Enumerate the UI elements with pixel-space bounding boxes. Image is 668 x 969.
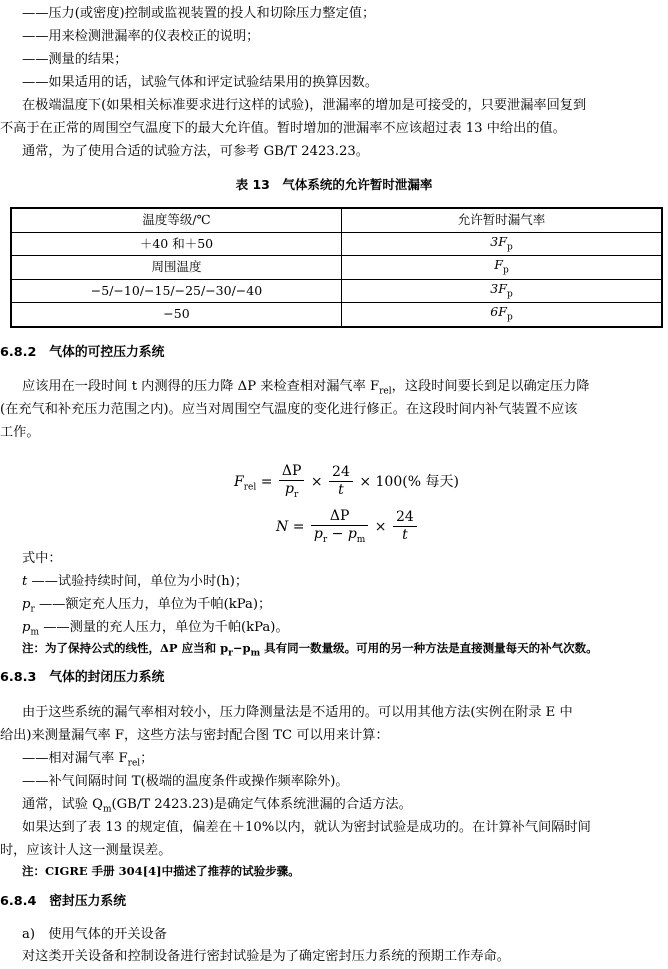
fraction-denominator: t [338, 482, 344, 499]
column-header-temperature: 温度等级/℃ [11, 208, 342, 232]
fraction [329, 464, 353, 499]
text-run: ，这段时间要长到足以确定压力降 [391, 379, 590, 394]
fraction [311, 508, 368, 546]
symbol: p [313, 525, 323, 542]
formula-tail: × 100(% 每天) [359, 473, 459, 490]
formula-lhs-subscript: rel [243, 482, 257, 493]
subscript: m [356, 534, 366, 545]
variable-description: ——试验持续时间，单位为小时(h)； [31, 574, 249, 589]
subscript: rel [127, 758, 141, 769]
table-row [11, 279, 662, 303]
text-run: 应该用在一段时间 t 内测得的压力降 ΔP 来检查相对漏气率 F [22, 379, 380, 394]
cell-rate [342, 232, 663, 256]
paragraph-684: 对这类开关设备和控制设备进行密封试验是为了确定密封压力系统的预期工作寿命。 [22, 949, 510, 964]
table-header-row [11, 208, 662, 232]
list-item: ——用来检测泄漏率的仪表校正的说明； [22, 29, 260, 44]
formula-lhs: F [234, 473, 244, 490]
variable-definition [0, 595, 271, 617]
list-item [0, 749, 153, 771]
fraction [393, 509, 417, 544]
cell-temperature: −5/−10/−15/−25/−30/−40 [11, 279, 342, 303]
table-row [11, 303, 662, 327]
text-run: (GB/T 2423.23)是确定气体系统泄漏的合适方法。 [111, 797, 412, 812]
table-caption: 表 13 气体系统的允许暂时泄漏率 [235, 177, 433, 192]
list-item: ——测量的结果； [22, 52, 128, 67]
section-heading-6-8-3: 6.8.3 气体的封闭压力系统 [0, 670, 165, 685]
note-683: 注：CIGRE 手册 304[4]中描述了推荐的试验步骤。 [22, 864, 300, 878]
paragraph-method: 通常，为了使用合适的试验方法，可参考 GB/T 2423.23。 [22, 144, 369, 159]
note-682 [0, 640, 598, 660]
fraction-numerator: 24 [393, 509, 417, 527]
paragraph-683-line4: 如果达到了表 13 的规定值，偏差在＋10%以内，就认为密封试验是成功的。在计算补气间隔时间 [22, 820, 591, 835]
fraction-denominator: t [402, 527, 408, 544]
paragraph-682-line1 [0, 377, 589, 399]
variable-definition [0, 618, 289, 640]
cell-temperature: 周围温度 [11, 256, 342, 280]
variable-description: ——额定充人压力，单位为千帕(kPa)； [38, 597, 272, 612]
minus-sign: − [327, 525, 348, 542]
subscript: m [30, 627, 39, 638]
text-run: 具有同一数量级。可用的另一种方法是直接测量每天的补气次数。 [260, 641, 598, 655]
subscript: rel [379, 386, 392, 397]
times-sign: × [310, 473, 323, 490]
subscript: r [293, 489, 299, 500]
table-13 [10, 207, 663, 328]
rate-subscript: p [506, 242, 513, 253]
equals-sign: = [260, 473, 273, 490]
variable-description: ——测量的充人压力，单位为千帕(kPa)。 [43, 620, 289, 635]
times-sign: × [374, 518, 387, 535]
variable-definition [0, 572, 248, 591]
fraction-denominator [311, 526, 368, 546]
text-run: ——相对漏气率 F [22, 751, 128, 766]
rate-subscript: p [506, 289, 513, 300]
text-run: −p [232, 641, 251, 655]
variable-symbol: p [22, 597, 31, 612]
paragraph-683-line1: 由于这些系统的漏气率相对较小，压力降测量法是不适用的。可以用其他方法(实例在附录 E 中 [22, 705, 573, 720]
variable-symbol: p [22, 620, 31, 635]
subscript: r [228, 648, 233, 659]
list-item: ——压力(或密度)控制或监视装置的投人和切除压力整定值； [22, 6, 376, 21]
formula-refill-count [276, 508, 419, 546]
fraction-denominator [279, 481, 305, 501]
cell-temperature: ＋40 和＋50 [11, 232, 342, 256]
paragraph-683-line5: 时，应该计人这一测量误差。 [0, 843, 172, 858]
section-heading-6-8-4: 6.8.4 密封压力系统 [0, 894, 127, 909]
subscript: r [322, 534, 328, 545]
table-row [11, 256, 662, 280]
column-header-rate: 允许暂时漏气率 [342, 208, 663, 232]
paragraph-extreme-line2: 不高于在正常的周围空气温度下的最大允许值。暂时增加的泄漏率不应该超过表 13 中给出的值。 [0, 121, 566, 136]
rate-value: F [494, 257, 503, 273]
cell-rate [342, 279, 663, 303]
cell-rate [342, 256, 663, 280]
subscript: r [30, 604, 35, 615]
subscript: m [102, 804, 112, 815]
rate-value: 3F [490, 280, 507, 296]
cell-temperature: −50 [11, 303, 342, 327]
fraction [279, 463, 305, 501]
rate-subscript: p [506, 312, 513, 323]
cell-rate [342, 303, 663, 327]
text-run: 注：为了保持公式的线性，ΔP 应当和 p [22, 641, 229, 655]
rate-value: 3F [490, 233, 507, 249]
symbol: p [285, 480, 294, 497]
fraction-numerator: ΔP [279, 463, 305, 481]
list-item: ——如果适用的话，试验气体和评定试验结果用的换算因数。 [22, 75, 379, 90]
paragraph-683-line2: 给出)来测量漏气率 F，这些方法与密封配合图 TC 可以用来计算： [0, 728, 389, 743]
rate-subscript: p [502, 265, 509, 276]
text-run: ； [140, 751, 154, 766]
subsection-a: a) 使用气体的开关设备 [22, 927, 167, 942]
equals-sign: = [292, 518, 305, 535]
where-label: 式中： [22, 551, 62, 566]
fraction-numerator: 24 [329, 464, 353, 482]
paragraph-682-line3: 工作。 [0, 425, 40, 440]
subscript: m [250, 648, 261, 659]
list-item: ——补气间隔时间 T(极端的温度条件或操作频率除外)。 [22, 774, 349, 789]
text-run: 通常，试验 Q [22, 797, 103, 812]
section-heading-6-8-2: 6.8.2 气体的可控压力系统 [0, 345, 165, 360]
fraction-numerator: ΔP [311, 508, 368, 526]
symbol: p [347, 525, 357, 542]
paragraph-682-line2: (在充气和补充压力范围之内)。应当对周围空气温度的变化进行修正。在这段时间内补气装置不应该 [0, 402, 578, 417]
rate-value: 6F [490, 304, 507, 320]
variable-symbol: t [22, 574, 28, 589]
paragraph-683-line3 [0, 795, 412, 817]
formula-lhs: N [276, 518, 289, 535]
paragraph-extreme-line1: 在极端温度下(如果相关标准要求进行这样的试验)，泄漏率的增加是可接受的，只要泄漏率回复到 [22, 98, 587, 113]
table-row [11, 232, 662, 256]
formula-relative-leak-rate [234, 463, 459, 501]
